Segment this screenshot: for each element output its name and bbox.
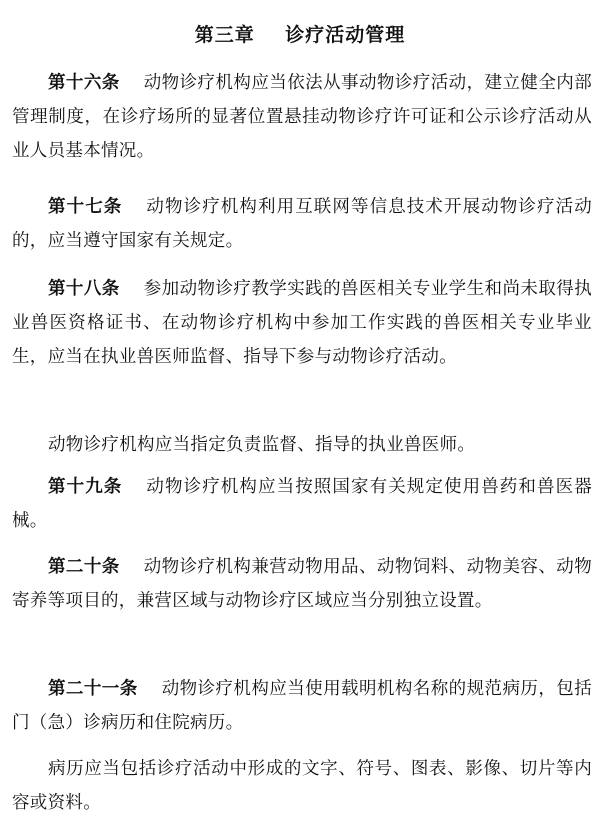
article-19	[12, 470, 592, 538]
article-18	[12, 272, 592, 374]
article-20	[12, 550, 592, 618]
article-text: 动物诊疗机构兼营动物用品、动物饲料、动物美容、动物寄养等项目的，兼营区域与动物诊疗区域应当分别独立设置。	[12, 557, 593, 611]
article-number: 第十八条	[48, 279, 120, 299]
article-text: 参加动物诊疗教学实践的兽医相关专业学生和尚未取得执业兽医资格证书、在动物诊疗机构中参加工作实践的兽医相关专业毕业生，应当在执业兽医师监督、指导下参与动物诊疗活动。	[12, 279, 593, 367]
chapter-title: 第三章 诊疗活动管理	[194, 24, 406, 46]
article-text: 动物诊疗机构应当使用载明机构名称的规范病历，包括门（急）诊病历和住院病历。	[12, 679, 593, 733]
article-18-continuation: 动物诊疗机构应当指定负责监督、指导的执业兽医师。	[48, 435, 476, 455]
article-17	[12, 190, 592, 258]
article-number: 第十六条	[48, 73, 120, 93]
article-text: 动物诊疗机构应当按照国家有关规定使用兽药和兽医器械。	[12, 477, 592, 531]
article-number: 第十九条	[48, 477, 123, 497]
article-21	[12, 672, 592, 740]
article-text: 动物诊疗机构应当依法从事动物诊疗活动，建立健全内部管理制度，在诊疗场所的显著位置悬挂动物诊疗许可证和公示诊疗活动从业人员基本情况。	[12, 73, 593, 161]
article-16	[12, 66, 592, 168]
article-number: 第二十一条	[48, 679, 138, 699]
article-number: 第十七条	[48, 197, 123, 217]
article-number: 第二十条	[48, 557, 120, 577]
article-21-continuation: 病历应当包括诊疗活动中形成的文字、符号、图表、影像、切片等内容或资料。	[12, 759, 592, 813]
article-text: 动物诊疗机构利用互联网等信息技术开展动物诊疗活动的，应当遵守国家有关规定。	[12, 197, 592, 251]
